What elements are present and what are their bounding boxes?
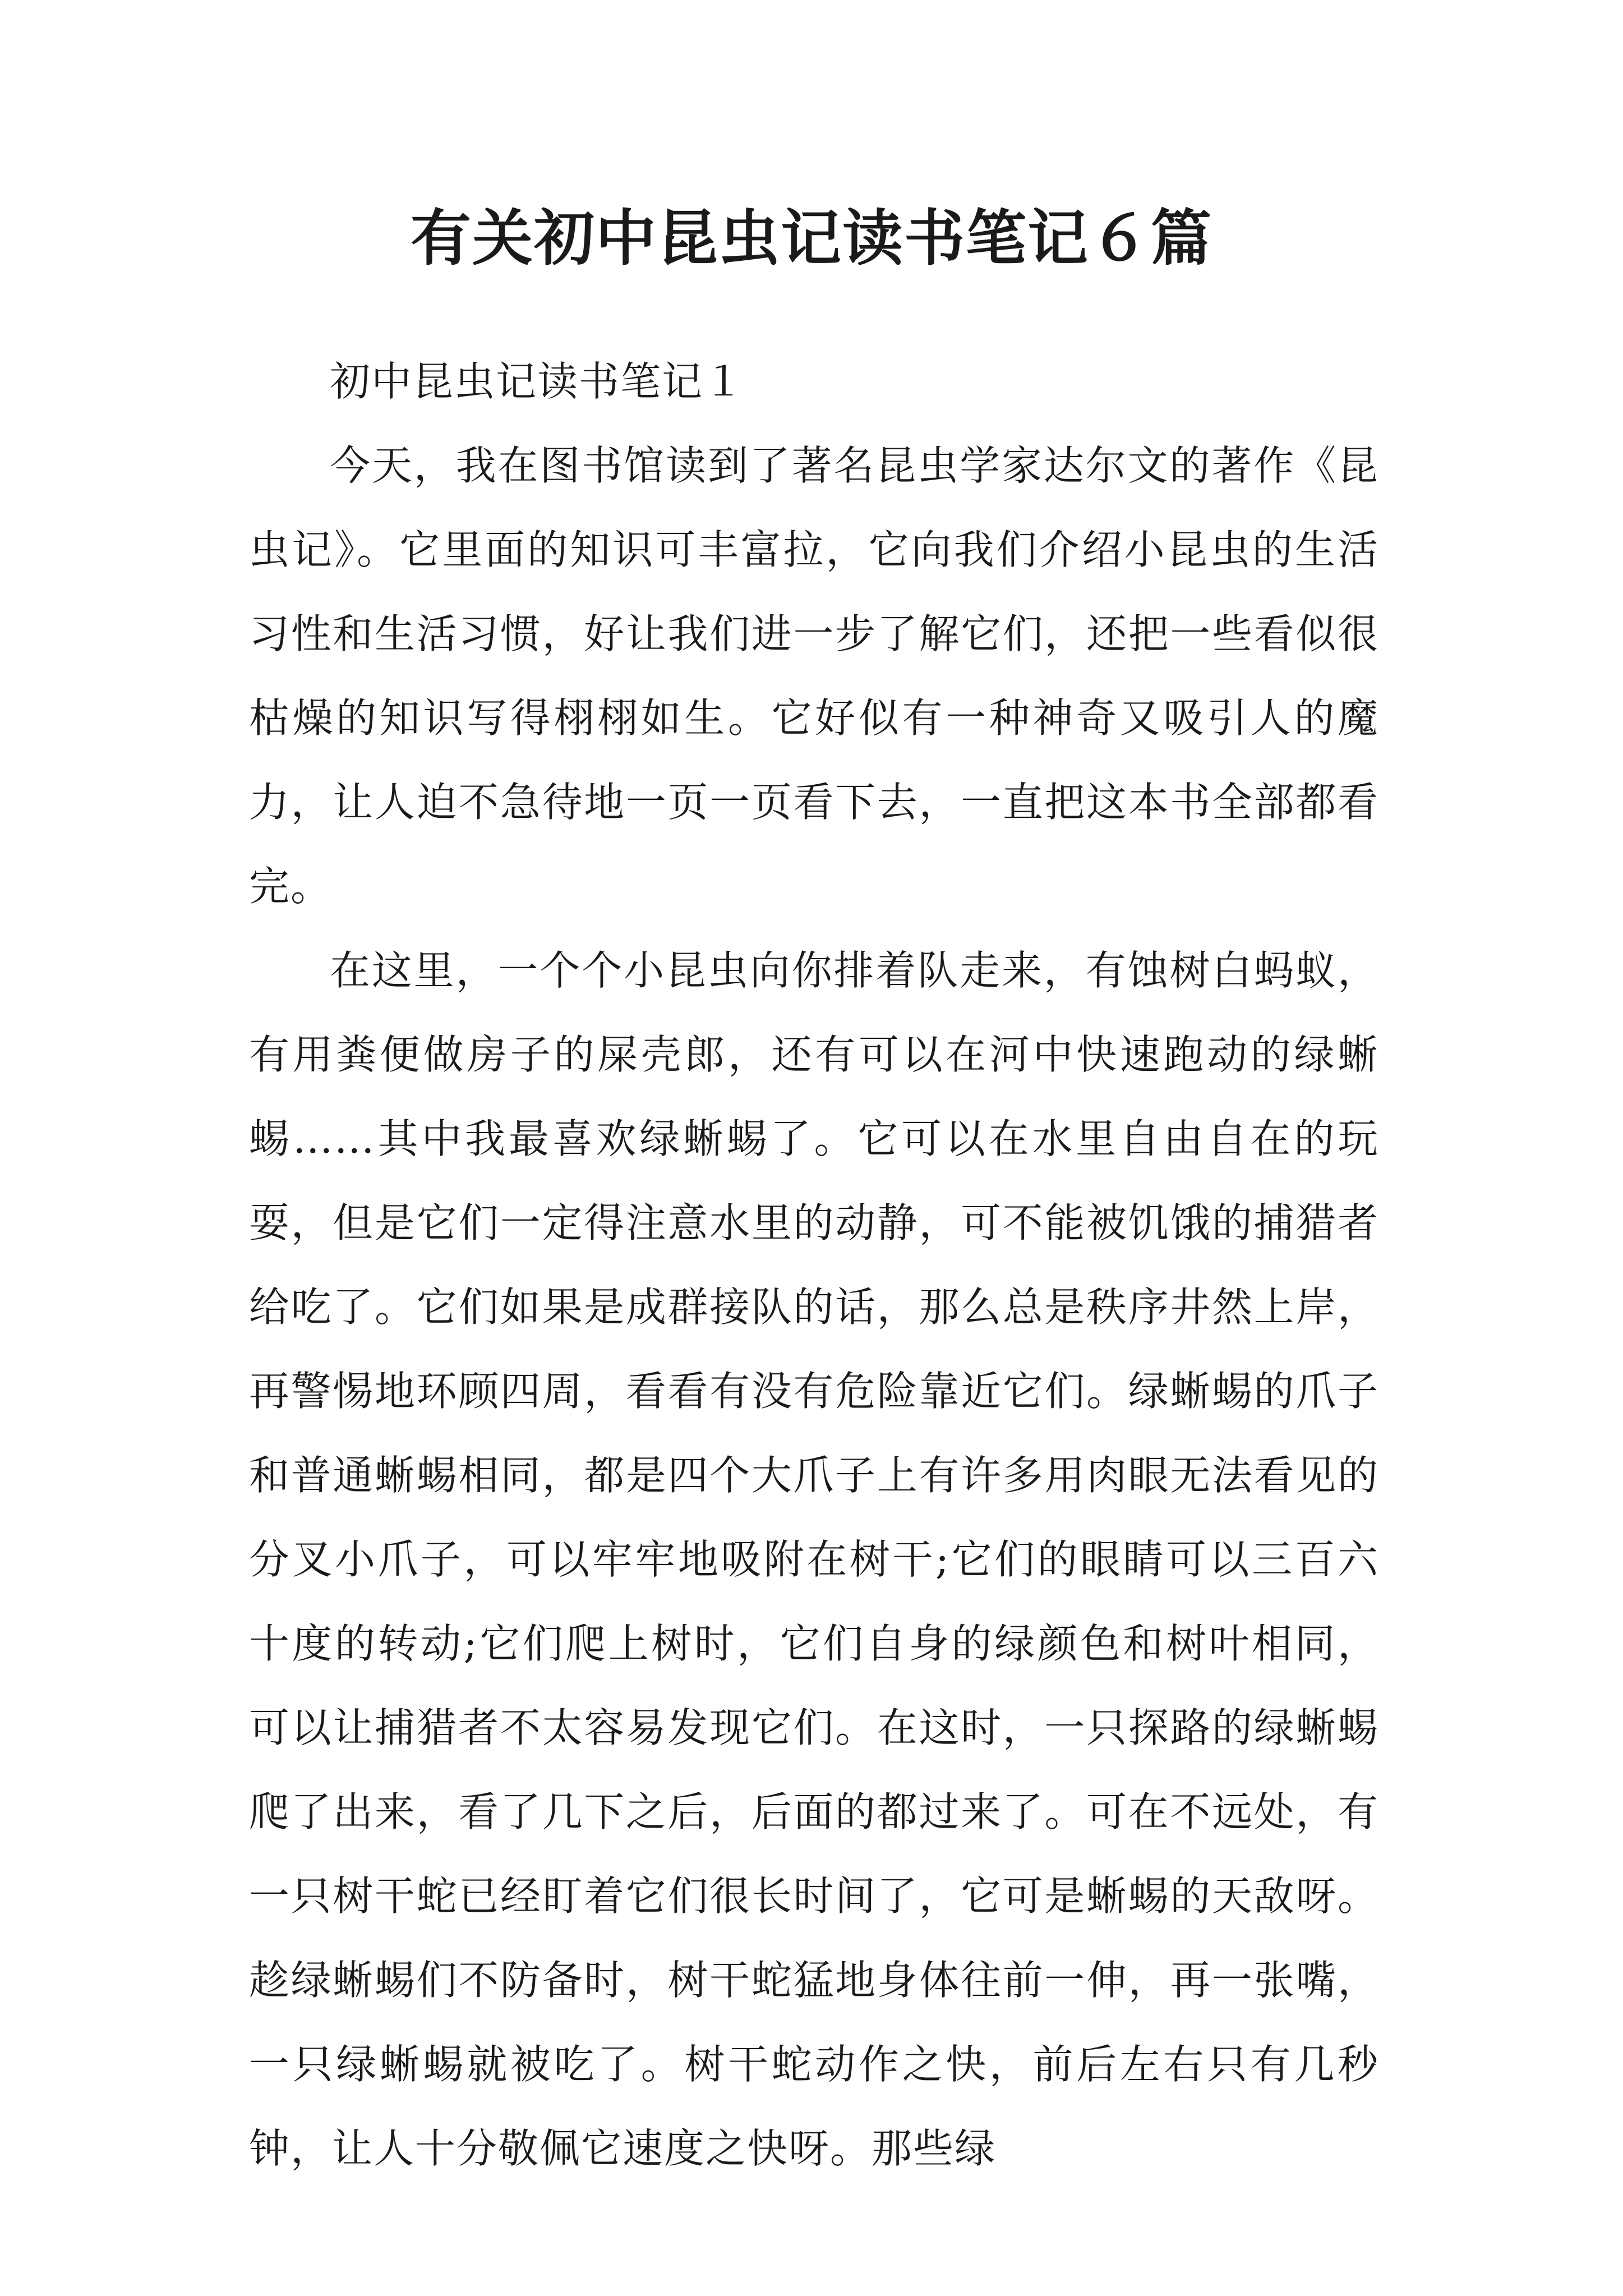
body-paragraph-1: 今天，我在图书馆读到了著名昆虫学家达尔文的著作《昆虫记》。它里面的知识可丰富拉，它向我们介绍小昆虫的生活习性和生活习惯，好让我们进一步了解它们，还把一些看似很枯燥的知识写得栩栩如生。它好似有一种神奇又吸引人的魔力，让人迫不急待地一页一页看下去，一直把这本书全部都看完。 <box>249 442 1379 910</box>
section-heading: 初中昆虫记读书笔记１ <box>330 358 745 405</box>
document-title: 有关初中昆虫记读书笔记６篇 <box>410 203 1212 274</box>
body-paragraph-2: 在这里，一个个小昆虫向你排着队走来，有蚀树白蚂蚁，有用粪便做房子的屎壳郎，还有可以在河中快速跑动的绿蜥蜴……其中我最喜欢绿蜥蜴了。它可以在水里自由自在的玩耍，但是它们一定得注意水里的动静，可不能被饥饿的捕猎者给吃了。它们如果是成群接队的话，那么总是秩序井然上岸，再警惕地环顾四周，看看有没有危险靠近它们。绿蜥蜴的爪子和普通蜥蜴相同，都是四个大爪子上有许多用肉眼无法看见的分叉小爪子，可以牢牢地吸附在树干;它们的眼睛可以三百六十度的转动;它们爬上树时，它们自身的绿颜色和树叶相同，可以让捕猎者不太容易发现它们。在这时，一只探路的绿蜥蜴爬了出来，看了几下之后，后面的都过来了。可在不远处，有一只树干蛇已经盯着它们很长时间了，它可是蜥蜴的天敌呀。趁绿蜥蜴们不防备时，树干蛇猛地身体往前一伸，再一张嘴，一只绿蜥蜴就被吃了。树干蛇动作之快，前后左右只有几秒钟，让人十分敬佩它速度之快呀。那些绿 <box>249 947 1379 2172</box>
document-body <box>249 339 1379 2191</box>
